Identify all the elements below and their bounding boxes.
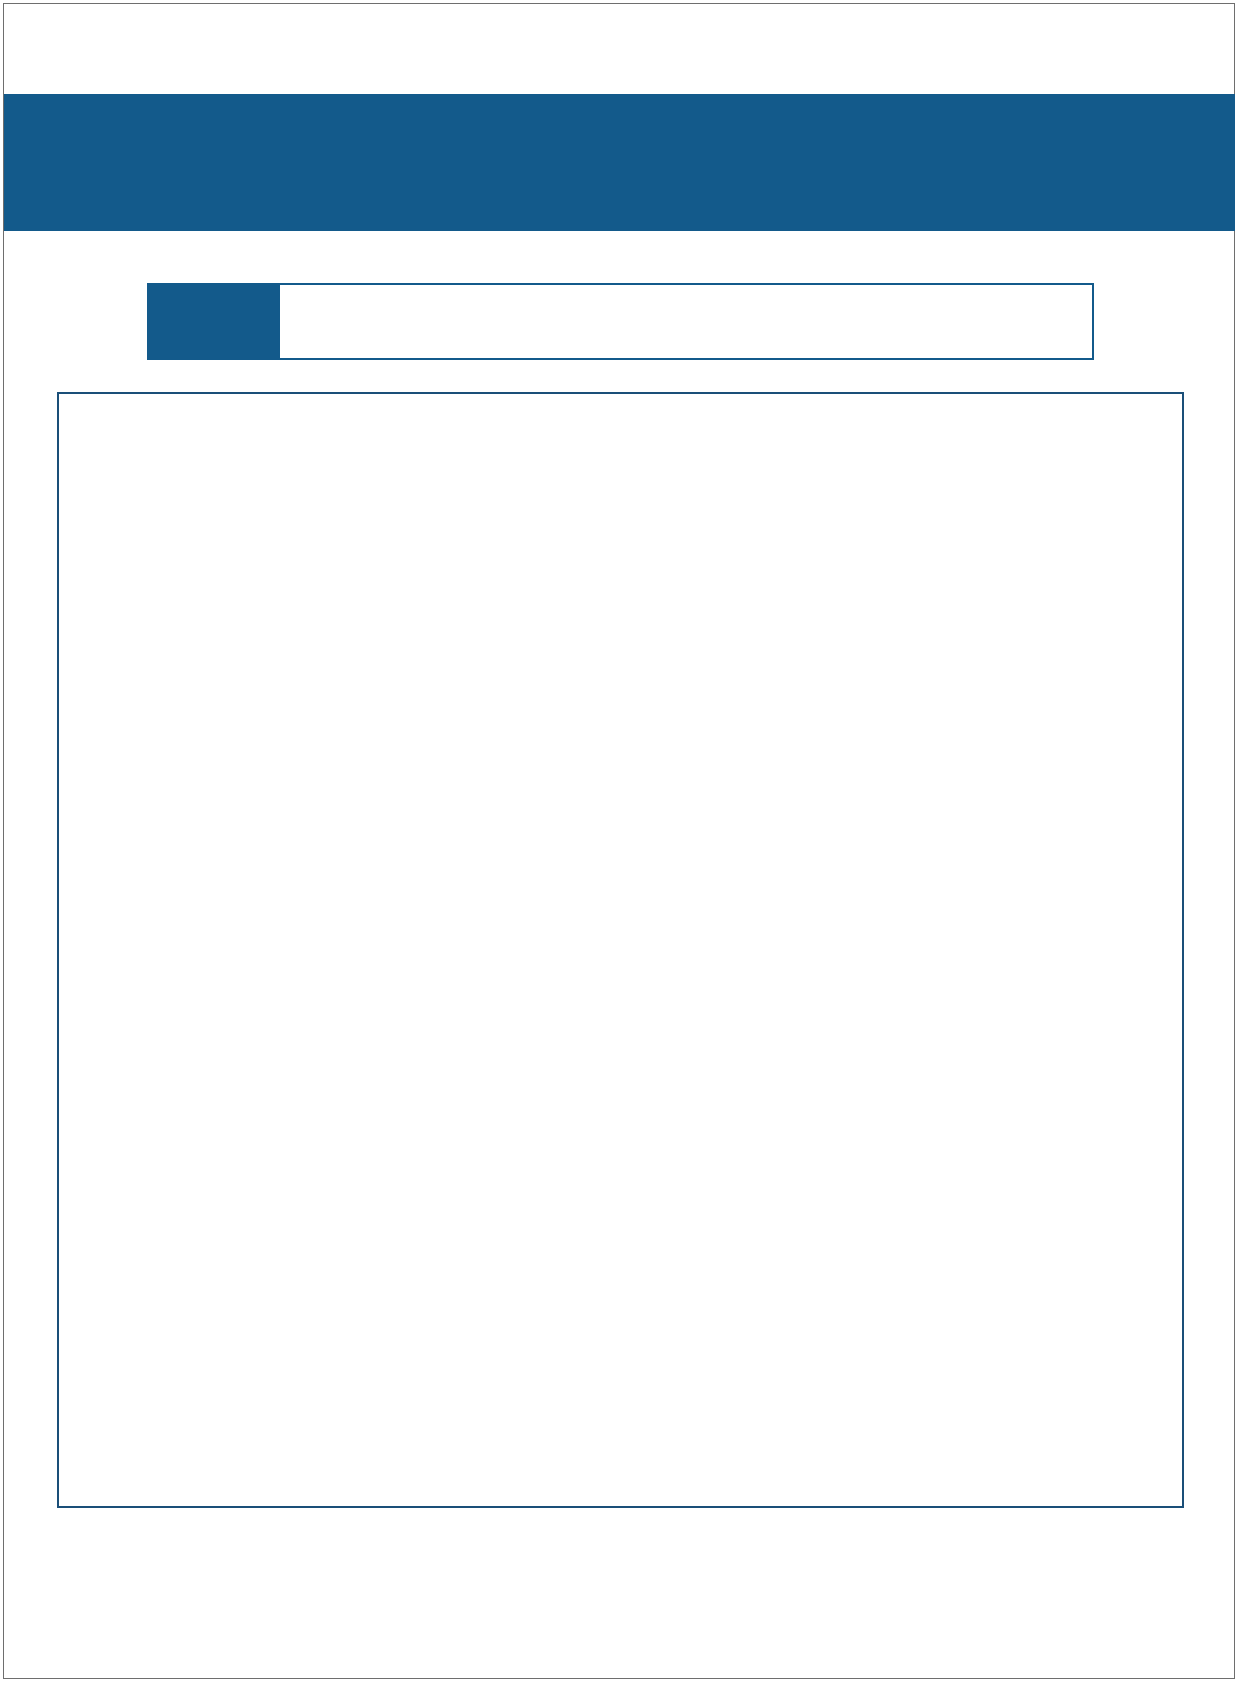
header-band <box>4 94 1235 231</box>
selection-code-label <box>149 285 280 358</box>
selection-code-table <box>147 283 1094 360</box>
selection-spec-table <box>57 392 1184 1508</box>
selection-code-columns <box>280 285 1092 358</box>
